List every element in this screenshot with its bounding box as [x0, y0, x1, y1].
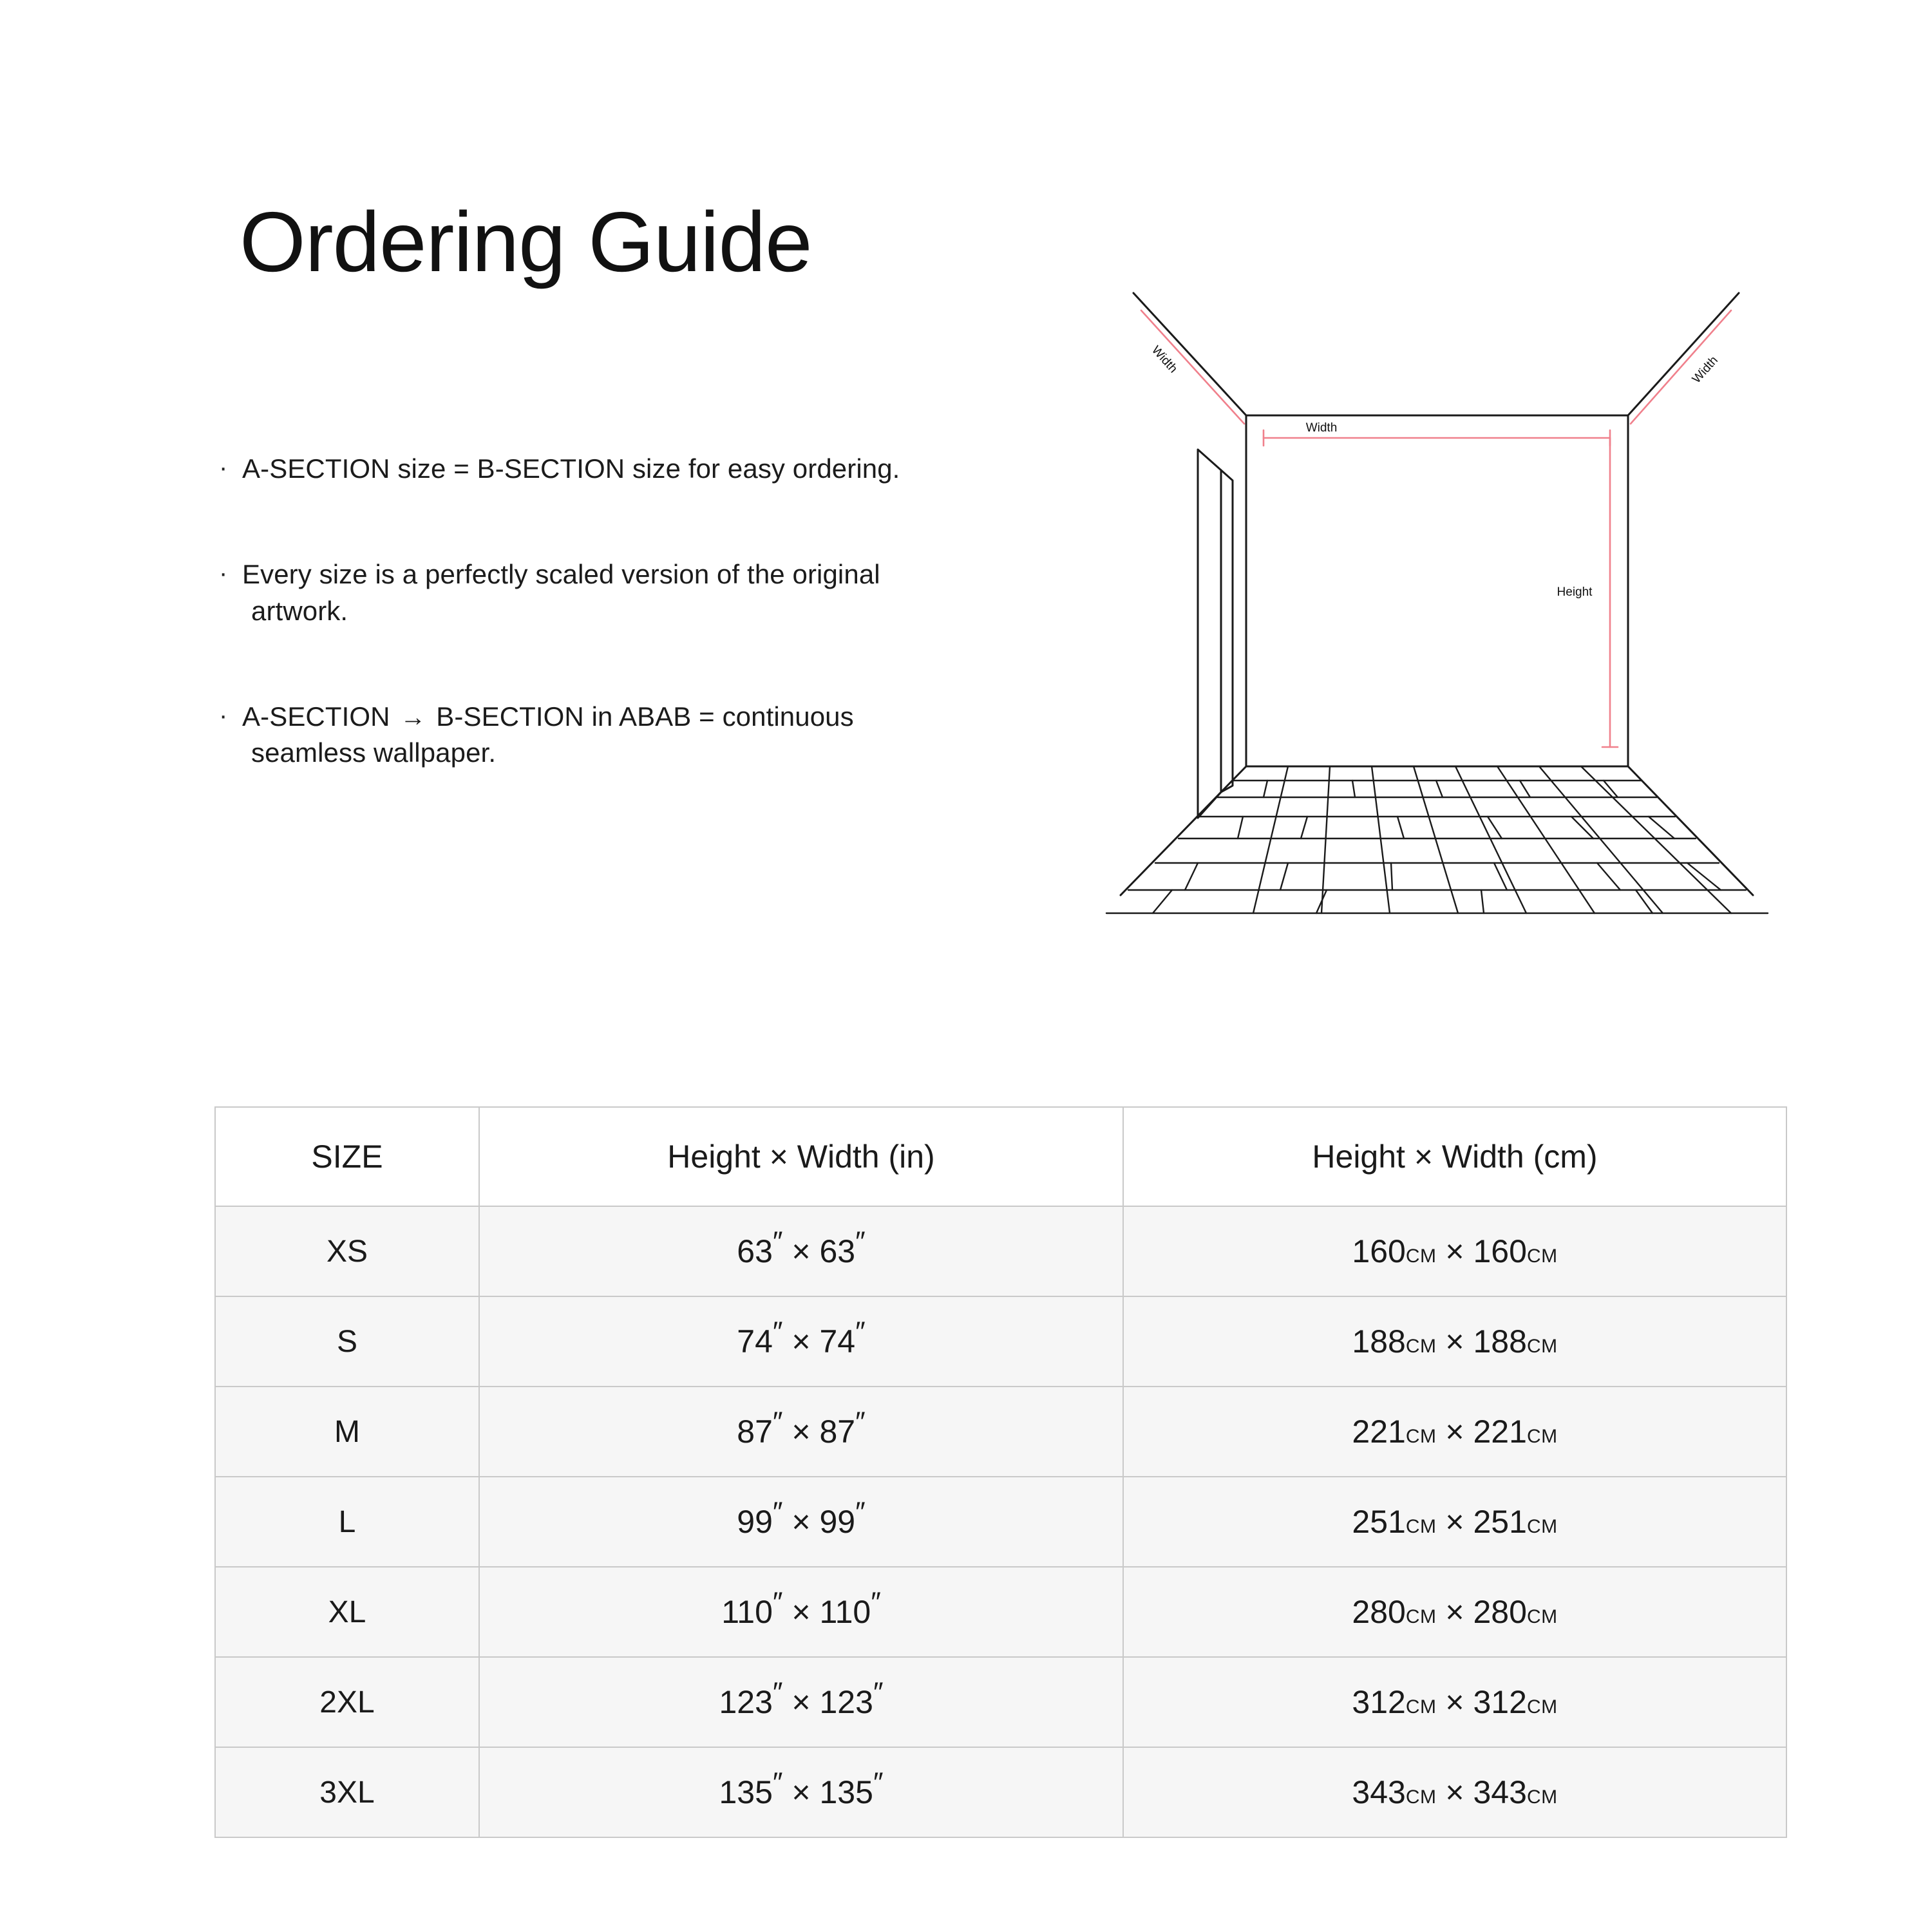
times-symbol: × — [1445, 1233, 1464, 1269]
unit-label: CM — [1526, 1696, 1558, 1718]
value-width-in: 135 — [819, 1774, 873, 1810]
value-width-cm: 160 — [1473, 1233, 1527, 1269]
cell-inches — [479, 1657, 1123, 1747]
table-row — [215, 1296, 1786, 1387]
cell-size: 3XL — [215, 1747, 479, 1837]
cell-inches — [479, 1747, 1123, 1837]
unit-label: CM — [1526, 1786, 1558, 1808]
value-height-in: 63 — [737, 1233, 773, 1269]
diagram-label-left-width: Width — [1149, 343, 1180, 376]
table-header-row — [215, 1107, 1786, 1206]
bullet-line-1-part-a: A-SECTION — [242, 701, 390, 732]
value-height-cm: 343 — [1352, 1774, 1406, 1810]
unit-label: CM — [1405, 1336, 1437, 1357]
prime-icon: ″ — [873, 1676, 884, 1709]
value-width-in: 123 — [819, 1684, 873, 1720]
unit-label: CM — [1526, 1336, 1558, 1357]
value-width-cm: 312 — [1473, 1684, 1527, 1720]
times-symbol: × — [1445, 1684, 1464, 1720]
prime-icon: ″ — [772, 1316, 783, 1348]
times-symbol: × — [791, 1233, 811, 1269]
prime-icon: ″ — [855, 1406, 866, 1438]
room-perspective-diagram — [1095, 277, 1777, 998]
cell-centimeters — [1123, 1477, 1786, 1567]
table-row — [215, 1477, 1786, 1567]
value-width-in: 99 — [819, 1504, 856, 1540]
cell-centimeters — [1123, 1657, 1786, 1747]
table-row — [215, 1747, 1786, 1837]
bullet-line-1: Every size is a perfectly scaled version of the original — [242, 559, 880, 590]
times-symbol: × — [1445, 1323, 1464, 1359]
unit-label: CM — [1405, 1426, 1437, 1447]
cell-centimeters — [1123, 1296, 1786, 1387]
bullet-marker-icon: · — [219, 559, 228, 588]
unit-label: CM — [1526, 1516, 1558, 1537]
table-row — [215, 1657, 1786, 1747]
list-item — [219, 451, 1121, 487]
table-row — [215, 1387, 1786, 1477]
value-height-in: 110 — [721, 1594, 773, 1630]
unit-label: CM — [1405, 1245, 1437, 1267]
bullet-marker-icon: · — [219, 701, 228, 730]
prime-icon: ″ — [772, 1226, 783, 1258]
value-height-cm: 221 — [1352, 1414, 1406, 1450]
cell-centimeters — [1123, 1206, 1786, 1296]
bullet-text — [242, 699, 854, 772]
value-width-in: 110 — [819, 1594, 871, 1630]
cell-centimeters — [1123, 1567, 1786, 1657]
bullet-line-2: artwork. — [251, 595, 348, 626]
prime-icon: ″ — [855, 1496, 866, 1528]
value-height-cm: 280 — [1352, 1594, 1406, 1630]
column-header-inches: Height × Width (in) — [479, 1107, 1123, 1206]
bullet-line-1-part-b: B-SECTION in ABAB = continuous — [436, 701, 854, 732]
unit-label: CM — [1526, 1426, 1558, 1447]
value-height-cm: 251 — [1352, 1504, 1406, 1540]
times-symbol: × — [1445, 1414, 1464, 1450]
value-height-in: 99 — [737, 1504, 773, 1540]
prime-icon: ″ — [772, 1766, 783, 1799]
times-symbol: × — [1445, 1774, 1464, 1810]
value-width-cm: 251 — [1473, 1504, 1527, 1540]
value-height-in: 87 — [737, 1414, 773, 1450]
value-width-in: 74 — [819, 1323, 856, 1359]
unit-label: CM — [1526, 1245, 1558, 1267]
prime-icon: ″ — [855, 1226, 866, 1258]
value-width-cm: 221 — [1473, 1414, 1527, 1450]
times-symbol: × — [791, 1414, 811, 1450]
value-width-in: 63 — [819, 1233, 856, 1269]
prime-icon: ″ — [772, 1676, 783, 1709]
bullet-text — [242, 556, 880, 629]
times-symbol: × — [791, 1594, 811, 1630]
value-height-cm: 188 — [1352, 1323, 1406, 1359]
prime-icon: ″ — [772, 1496, 783, 1528]
cell-size: 2XL — [215, 1657, 479, 1747]
left-width-measure-line — [1141, 310, 1244, 424]
cell-inches — [479, 1477, 1123, 1567]
times-symbol: × — [1445, 1594, 1464, 1630]
unit-label: CM — [1405, 1606, 1437, 1627]
cell-centimeters — [1123, 1747, 1786, 1837]
arrow-right-icon: → — [400, 703, 426, 732]
cell-size: L — [215, 1477, 479, 1567]
size-chart-table — [214, 1106, 1787, 1838]
info-bullet-list — [219, 451, 1121, 841]
cell-inches — [479, 1206, 1123, 1296]
list-item — [219, 699, 1121, 772]
cell-size: XS — [215, 1206, 479, 1296]
cell-inches — [479, 1567, 1123, 1657]
times-symbol: × — [791, 1323, 811, 1359]
value-height-cm: 160 — [1352, 1233, 1406, 1269]
diagram-label-right-width: Width — [1689, 354, 1721, 386]
column-header-centimeters: Height × Width (cm) — [1123, 1107, 1786, 1206]
cell-size: XL — [215, 1567, 479, 1657]
bullet-text — [242, 451, 900, 487]
prime-icon: ″ — [772, 1406, 783, 1438]
bullet-marker-icon: · — [219, 453, 228, 482]
times-symbol: × — [791, 1774, 811, 1810]
value-width-cm: 188 — [1473, 1323, 1527, 1359]
bullet-line-2: seamless wallpaper. — [251, 737, 497, 768]
list-item — [219, 556, 1121, 629]
unit-label: CM — [1405, 1786, 1437, 1808]
prime-icon: ″ — [871, 1586, 881, 1618]
value-width-in: 87 — [819, 1414, 856, 1450]
page-title: Ordering Guide — [240, 194, 812, 289]
bullet-line-1: A-SECTION size = B-SECTION size for easy ordering. — [242, 453, 900, 484]
cell-size: M — [215, 1387, 479, 1477]
times-symbol: × — [791, 1684, 811, 1720]
unit-label: CM — [1405, 1516, 1437, 1537]
column-header-size: SIZE — [215, 1107, 479, 1206]
value-height-in: 123 — [719, 1684, 773, 1720]
value-width-cm: 280 — [1473, 1594, 1527, 1630]
cell-inches — [479, 1296, 1123, 1387]
value-width-cm: 343 — [1473, 1774, 1527, 1810]
times-symbol: × — [1445, 1504, 1464, 1540]
prime-icon: ″ — [873, 1766, 884, 1799]
diagram-label-top-width: Width — [1305, 421, 1338, 435]
value-height-in: 135 — [719, 1774, 773, 1810]
cell-size: S — [215, 1296, 479, 1387]
table-row — [215, 1567, 1786, 1657]
table-row — [215, 1206, 1786, 1296]
times-symbol: × — [791, 1504, 811, 1540]
prime-icon: ″ — [855, 1316, 866, 1348]
unit-label: CM — [1405, 1696, 1437, 1718]
cell-centimeters — [1123, 1387, 1786, 1477]
value-height-cm: 312 — [1352, 1684, 1406, 1720]
value-height-in: 74 — [737, 1323, 773, 1359]
unit-label: CM — [1526, 1606, 1558, 1627]
diagram-label-height: Height — [1557, 585, 1593, 599]
prime-icon: ″ — [772, 1586, 783, 1618]
cell-inches — [479, 1387, 1123, 1477]
